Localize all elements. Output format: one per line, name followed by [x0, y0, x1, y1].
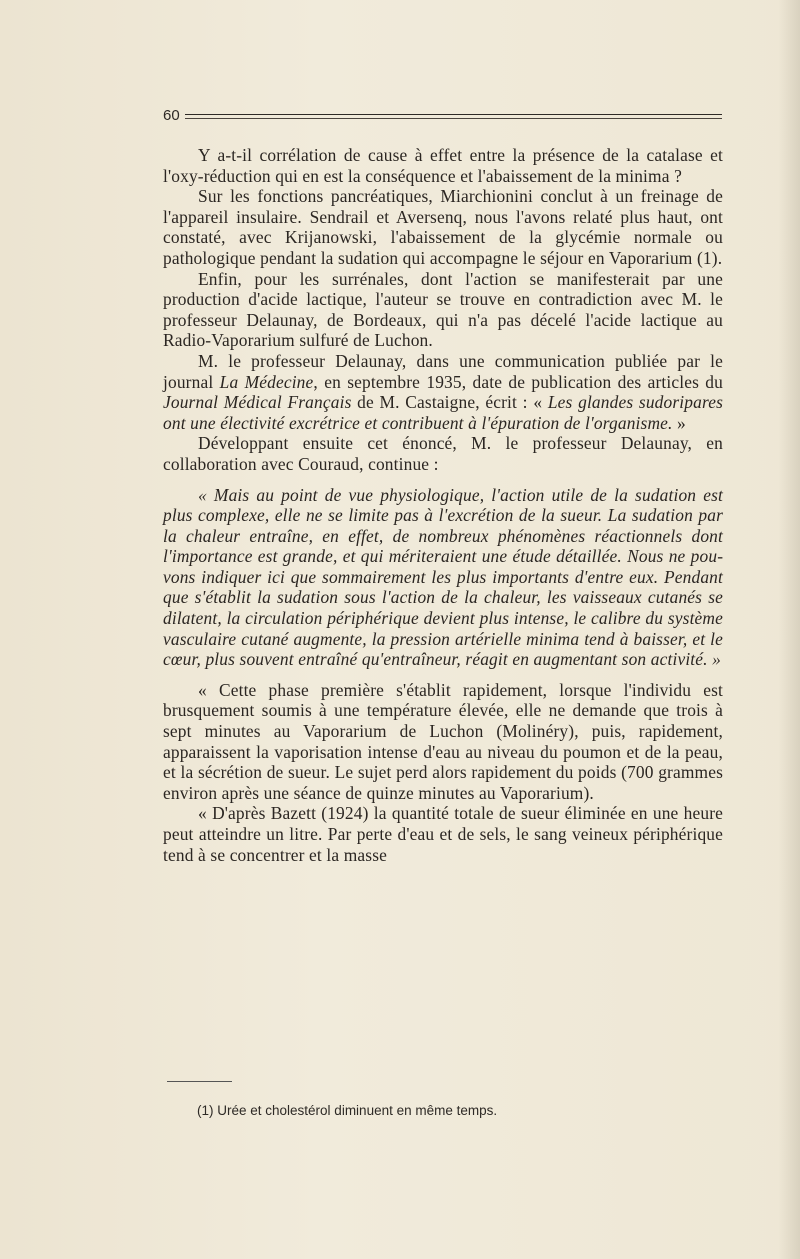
text-segment: « Cette phase première s'établit rapidement, lorsque l'individu est brusquement soumis à une température élevée, elle ne demande que trois à sept minutes au Vaporarium de Luchon (Molinéry), puis, rapidement, apparaissent la vaporisation intense d'eau au niveau du poumon et de la peau, et la sécrétion de sueur. Le sujet perd alors rapidement du poids (700 grammes environ après une séance de quinze minutes au Vaporarium).: [163, 679, 723, 803]
text-segment: Sur les fonctions pancréatiques, Miarchionini conclut à un freinage de l'appareil insulaire. Sendrail et Aversenq, nous l'avons relaté plus haut, ont constaté, avec Krijanowski, l'abaissement de la glycémie normale ou pathologique pendant la sudation qui accompagne le séjour en Vaporarium (1).: [163, 186, 723, 268]
text-segment: M. le professeur Delaunay, dans une communication publiée par le journal: [163, 350, 723, 392]
text-segment: , en septembre 1935, date de publication des articles du: [313, 371, 723, 392]
text-segment: Développant ensuite cet énoncé, M. le professeur Delaunay, en collaboration avec Couraud, continue :: [163, 433, 723, 474]
text-segment: Enfin, pour les surrénales, dont l'action se manifesterait par une production d'acide lactique, l'auteur se trouve en contradiction avec M. le professeur Delaunay, de Bordeaux, qui n'a pas décelé l'acide lactique au Radio-Vaporarium sulfuré de Luchon.: [163, 268, 723, 351]
paragraph: [163, 269, 723, 351]
header-rule-thin: [185, 118, 722, 119]
quote-paragraph: [163, 485, 723, 670]
text-segment: « D'après Bazett (1924) la quantité totale de sueur éliminée en une heure peut atteindre un litre. Par perte d'eau et de sels, le sang veineux périphérique tend à se concentrer et la masse: [163, 803, 723, 865]
text-segment: de M. Castaigne, écrit : «: [351, 392, 548, 413]
page-edge-shadow: [778, 0, 800, 1259]
italic-text: La Médecine: [219, 371, 314, 392]
italic-text: Les glandes sudoripares ont une électivité excrétrice et contribuent à l'épuration de l'organisme.: [163, 392, 724, 433]
footnote-rule: [167, 1081, 232, 1082]
paragraph: [163, 351, 723, 433]
text-segment: « Mais au point de vue physiologique, l'action utile de la sudation est plus complexe, elle ne se limite pas à l'excrétion de la sueur. La sudation par la chaleur entraîne, en effet, de nombreux phénomènes réactionnels dont l'importance est grande, et qui mériteraient une étude détaillée. Nous ne pouvons indiquer ici que sommairement les plus importants d'entre eux. Pendant que s'établit la sudation sous l'action de la chaleur, les vaisseaux cutanés se dilatent, la circulation périphérique devient plus intense, le calibre du système vasculaire cutané augmente, la pression artérielle minima tend à baisser, et le cœur, plus souvent entraîné qu'entraîneur, réagit en augmentant son activité. »: [163, 484, 723, 670]
paragraph: [163, 145, 723, 186]
page-number: 60: [163, 107, 180, 124]
paragraph: [163, 433, 723, 474]
footnote: (1) Urée et cholestérol diminuent en même temps.: [197, 1103, 498, 1118]
body-text: [163, 145, 723, 865]
text-segment: Y a-t-il corrélation de cause à effet entre la présence de la catalase et l'oxy-réduction qui en est la conséquence et l'abaissement de la minima ?: [163, 145, 723, 186]
running-header: [163, 104, 723, 128]
italic-text: Journal Médical Français: [163, 392, 352, 413]
paragraph: [163, 803, 723, 865]
paragraph: [163, 186, 723, 268]
header-rule: [185, 114, 722, 115]
paragraph: [163, 680, 723, 804]
text-segment: »: [672, 412, 686, 433]
